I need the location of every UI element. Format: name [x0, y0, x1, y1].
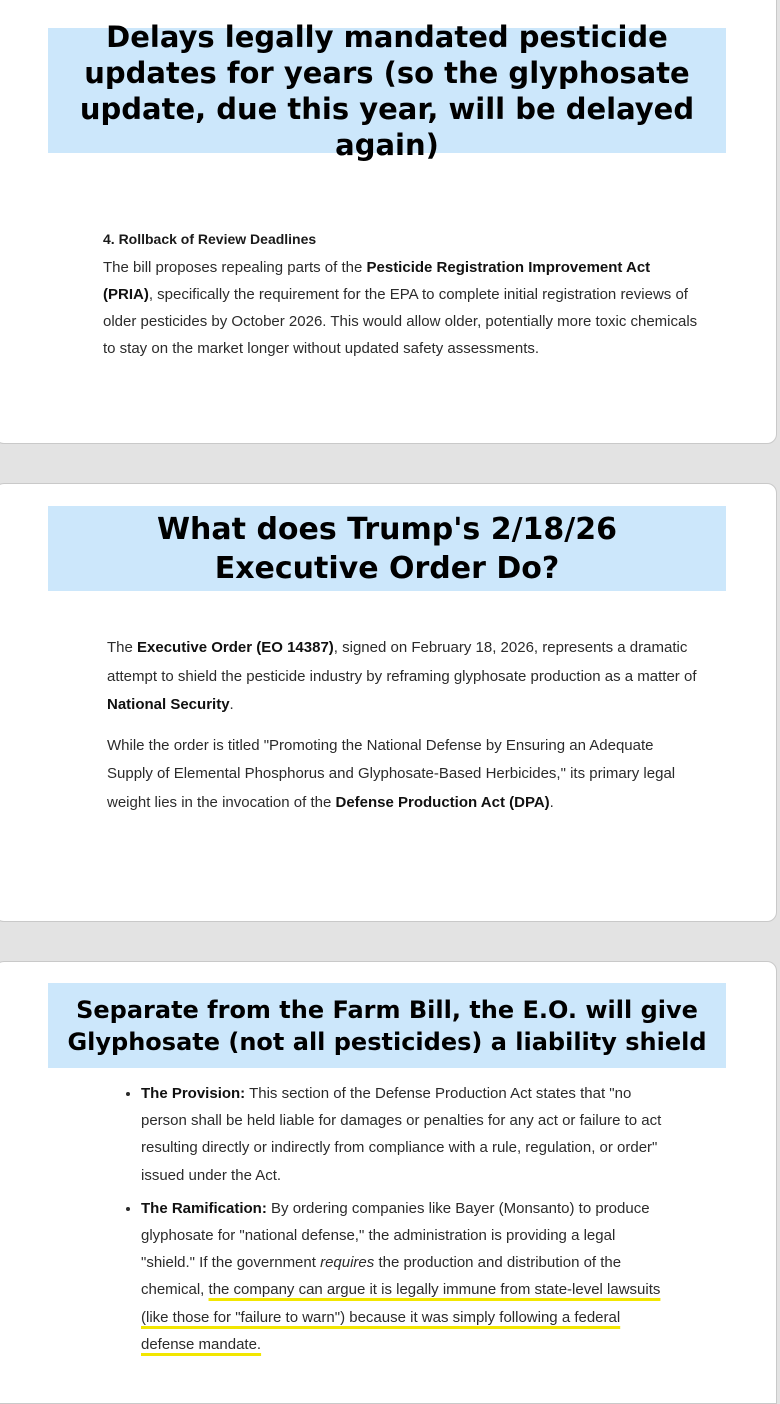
bullet-label: The Provision: [141, 1085, 246, 1102]
bold-term-national-security: National Security [107, 696, 230, 713]
highlighted-text: the company can argue it is legally immune from state-level lawsuits (like those for "failure to warn") because it was simply following a federal defense mandate. [141, 1281, 661, 1353]
text-run: While the order is titled "Promoting the National Defense by Ensuring an Adequate Supply of Elemental Phosphorus and Glyphosate-Based Herbicides," its primary legal weight lies in the invocation of the [107, 736, 676, 811]
bold-term-dpa: Defense Production Act (DPA) [335, 793, 550, 811]
banner-title-delays: Delays legally mandated pesticide updates for years (so the glyphosate update, due this year, will be delayed again) [48, 28, 726, 153]
text-run: The bill proposes repealing parts of the [103, 259, 367, 276]
section-rollback [103, 226, 703, 362]
text-run: , signed on February 18, 2026, represents a dramatic attempt to shield the pesticide industry by reframing glyphosate production as a matter of [107, 639, 697, 685]
eo-paragraph-1 [107, 634, 697, 720]
text-run: The [107, 639, 138, 656]
bold-term-eo: Executive Order (EO 14387) [137, 639, 334, 656]
text-run: . [229, 696, 234, 713]
banner-title-executive-order: What does Trump's 2/18/26 Executive Order Do? [48, 506, 726, 591]
text-run: . [549, 793, 554, 811]
bold-term-pria: Pesticide Registration Improvement Act (PRIA) [103, 259, 651, 303]
bullet-text: This section of the Defense Production Act states that "no person shall be held liable for damages or penalties for any act or failure to act resulting directly or indirectly from compliance with a rule, regulation, or order" issued under the Act. [141, 1085, 662, 1184]
bullet-ramification [141, 1195, 673, 1358]
eo-paragraph-2 [107, 732, 697, 818]
text-run: , specifically the requirement for the EPA to complete initial registration reviews of older pesticides by October 2026. This would allow older, potentially more toxic chemicals to stay on the market longer without updated safety assessments. [103, 286, 698, 357]
banner-title-liability-shield: Separate from the Farm Bill, the E.O. will give Glyphosate (not all pesticides) a liability shield [48, 983, 726, 1068]
italic-term: requires [320, 1254, 375, 1272]
bullet-text: By ordering companies like Bayer (Monsanto) to produce glyphosate for "national defense," the administration is providing a legal "shield." If the government [141, 1199, 650, 1272]
section-heading: 4. Rollback of Review Deadlines [103, 231, 317, 247]
bullet-provision [141, 1080, 673, 1189]
bullet-label: The Ramification: [141, 1199, 267, 1217]
section-paragraph [103, 254, 703, 362]
bullet-text: the production and distribution of the chemical, [141, 1254, 622, 1299]
liability-bullet-list [113, 1080, 673, 1364]
executive-order-text [107, 634, 697, 829]
